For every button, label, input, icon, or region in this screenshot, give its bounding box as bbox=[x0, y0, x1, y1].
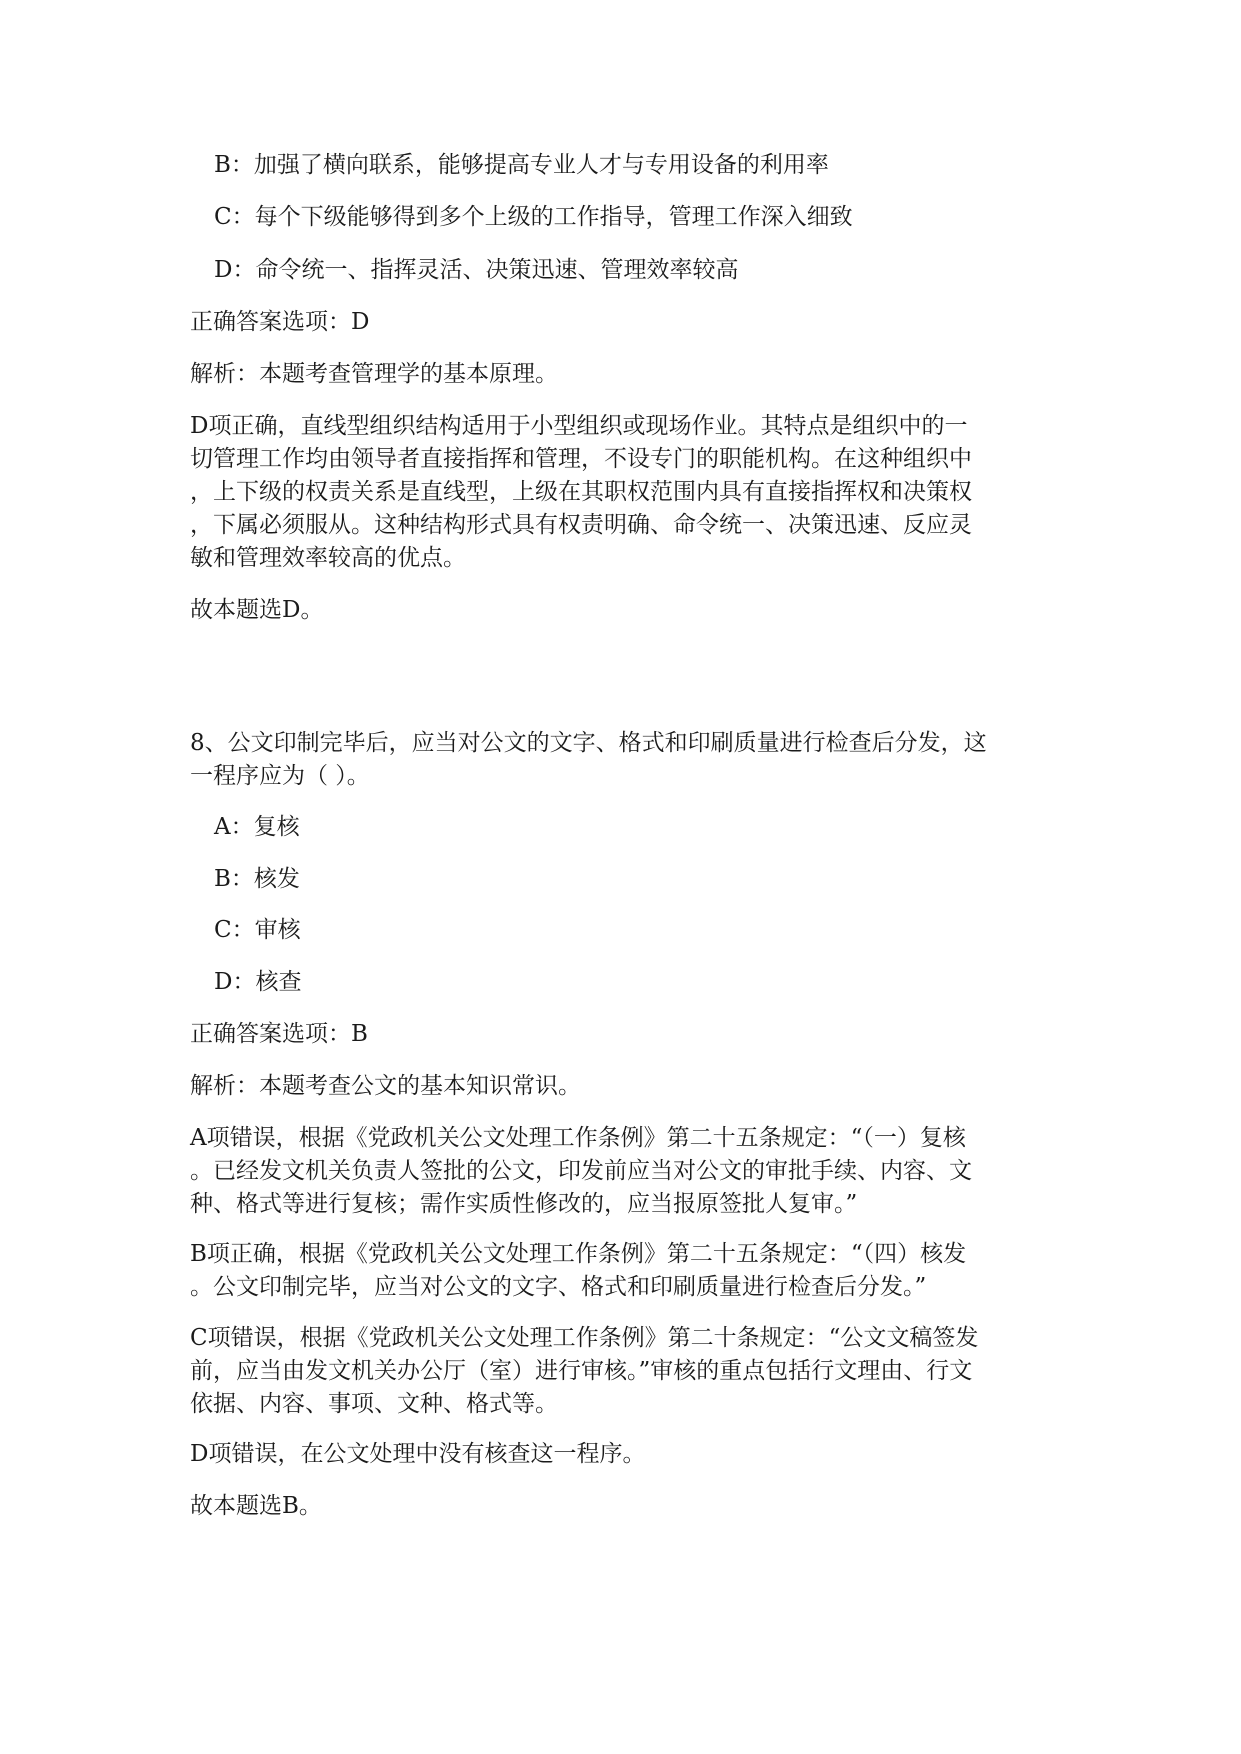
q8-explanation-b bbox=[190, 1238, 1070, 1304]
q8-option-c: C：审核 bbox=[214, 917, 301, 943]
q8-explanation-a-line: 。已经发文机关负责人签批的公文，印发前应当对公文的审批手续、内容、文 bbox=[190, 1158, 972, 1184]
q7-explanation-line: 切管理工作均由领导者直接指挥和管理，不设专门的职能机构。在这种组织中 bbox=[190, 446, 972, 472]
q7-explanation-line: ，下属必须服从。这种结构形式具有权责明确、命令统一、决策迅速、反应灵 bbox=[190, 512, 972, 538]
q8-conclusion: 故本题选B。 bbox=[190, 1493, 322, 1519]
q7-option-b: B：加强了横向联系，能够提高专业人才与专用设备的利用率 bbox=[214, 152, 829, 178]
q7-explanation bbox=[190, 410, 1070, 575]
q7-explanation-line: 敏和管理效率较高的优点。 bbox=[190, 545, 466, 571]
q7-explanation-line: ，上下级的权责关系是直线型，上级在其职权范围内具有直接指挥权和决策权 bbox=[190, 479, 972, 505]
q8-explanation-a-line: 种、格式等进行复核；需作实质性修改的，应当报原签批人复审。” bbox=[190, 1191, 858, 1217]
q8-option-a: A：复核 bbox=[214, 814, 300, 840]
q8-question-line: 8、公文印制完毕后，应当对公文的文字、格式和印刷质量进行检查后分发，这 bbox=[190, 730, 987, 756]
q8-explanation-c-line: C项错误，根据《党政机关公文处理工作条例》第二十条规定：“公文文稿签发 bbox=[190, 1325, 979, 1351]
q8-explanation-a-line: A项错误，根据《党政机关公文处理工作条例》第二十五条规定：“（一）复核 bbox=[190, 1125, 966, 1151]
q8-question bbox=[190, 727, 1070, 793]
q8-option-b: B：核发 bbox=[214, 866, 300, 892]
q8-explanation-c-line: 依据、内容、事项、文种、格式等。 bbox=[190, 1391, 558, 1417]
q8-explanation-b-line: 。公文印制完毕，应当对公文的文字、格式和印刷质量进行检查后分发。” bbox=[190, 1274, 927, 1300]
q8-explanation-d: D项错误，在公文处理中没有核查这一程序。 bbox=[190, 1441, 646, 1467]
q8-explanation-a bbox=[190, 1122, 1070, 1221]
q7-option-d: D：命令统一、指挥灵活、决策迅速、管理效率较高 bbox=[214, 257, 739, 283]
q8-option-d: D：核查 bbox=[214, 969, 302, 995]
q8-explanation-c bbox=[190, 1322, 1070, 1421]
q7-analysis: 解析：本题考查管理学的基本原理。 bbox=[190, 361, 558, 387]
q8-answer: 正确答案选项：B bbox=[190, 1021, 368, 1047]
q8-question-line: 一程序应为（ ）。 bbox=[190, 763, 370, 789]
q7-explanation-line: D项正确，直线型组织结构适用于小型组织或现场作业。其特点是组织中的一 bbox=[190, 413, 968, 439]
q7-conclusion: 故本题选D。 bbox=[190, 597, 324, 623]
q8-explanation-c-line: 前，应当由发文机关办公厅（室）进行审核。”审核的重点包括行文理由、行文 bbox=[190, 1358, 973, 1384]
q7-answer: 正确答案选项：D bbox=[190, 309, 370, 335]
q7-option-c: C：每个下级能够得到多个上级的工作指导，管理工作深入细致 bbox=[214, 204, 853, 230]
q8-analysis: 解析：本题考查公文的基本知识常识。 bbox=[190, 1073, 581, 1099]
q8-explanation-b-line: B项正确，根据《党政机关公文处理工作条例》第二十五条规定：“（四）核发 bbox=[190, 1241, 967, 1267]
